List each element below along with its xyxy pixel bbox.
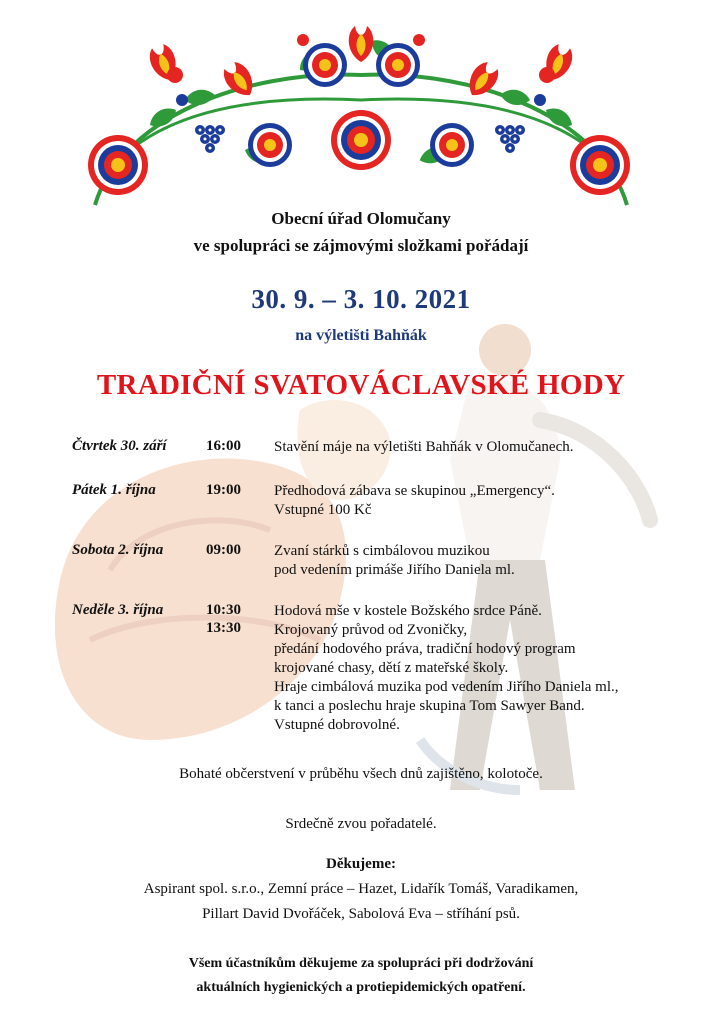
schedule-time: 16:00 bbox=[206, 438, 241, 454]
schedule-line: pod vedením primáše Jiřího Daniela ml. bbox=[274, 562, 515, 578]
thanks-title: Děkujeme: bbox=[326, 856, 396, 872]
organizer-line-1: Obecní úřad Olomučany bbox=[271, 209, 451, 228]
schedule-day: Pátek 1. října bbox=[72, 482, 156, 498]
schedule-time bbox=[206, 602, 241, 638]
schedule-day: Čtvrtek 30. září bbox=[72, 438, 167, 454]
schedule-description bbox=[274, 602, 618, 735]
schedule-line: Hraje cimbálová muzika pod vedením Jiřího Daniela ml., bbox=[274, 679, 619, 695]
schedule-line: k tanci a poslechu hraje skupina Tom Sawyer Band. bbox=[274, 698, 585, 714]
closing-line-1: Všem účastníkům děkujeme za spolupráci při dodržování bbox=[188, 956, 534, 971]
organizer-line-2: ve spolupráci se zájmovými složkami pořádají bbox=[193, 236, 529, 255]
schedule-line: předání hodového práva, tradiční hodový program bbox=[274, 641, 576, 657]
event-venue: na výletišti Bahňák bbox=[295, 327, 427, 344]
schedule-time: 19:00 bbox=[206, 482, 241, 498]
schedule-line: Krojovaný průvod od Zvoničky, bbox=[274, 622, 468, 638]
schedule-time-1: 10:30 bbox=[206, 602, 241, 618]
thanks-line-1: Aspirant spol. s.r.o., Zemní práce – Hazet, Lidařík Tomáš, Varadikamen, bbox=[143, 881, 579, 897]
schedule-day: Sobota 2. října bbox=[72, 542, 164, 558]
refreshments-note: Bohaté občerstvení v průběhu všech dnů zajištěno, kolotoče. bbox=[179, 766, 543, 782]
schedule-line: Vstupné 100 Kč bbox=[274, 502, 372, 518]
schedule-line: Předhodová zábava se skupinou „Emergency“. bbox=[274, 483, 555, 499]
schedule-description bbox=[274, 482, 555, 520]
schedule-line: Stavění máje na výletišti Bahňák v Olomučanech. bbox=[274, 439, 574, 455]
event-dates: 30. 9. – 3. 10. 2021 bbox=[251, 284, 471, 314]
schedule-line: krojované chasy, dětí z mateřské školy. bbox=[274, 660, 509, 676]
thanks-line-2: Pillart David Dvořáček, Sabolová Eva – stříhání psů. bbox=[202, 906, 520, 922]
schedule-time: 09:00 bbox=[206, 542, 241, 558]
closing-line-2: aktuálních hygienických a protiepidemických opatření. bbox=[196, 980, 526, 995]
schedule-time-2: 13:30 bbox=[206, 620, 241, 636]
schedule-line: Zvaní stárků s cimbálovou muzikou bbox=[274, 543, 490, 559]
invitation-note: Srdečně zvou pořadatelé. bbox=[285, 816, 437, 832]
schedule-description bbox=[274, 542, 515, 580]
schedule-day: Neděle 3. října bbox=[72, 602, 164, 618]
schedule-line: Vstupné dobrovolné. bbox=[274, 717, 400, 733]
event-title: TRADIČNÍ SVATOVÁCLAVSKÉ HODY bbox=[96, 369, 626, 401]
schedule-line: Hodová mše v kostele Božského srdce Páně. bbox=[274, 603, 542, 619]
schedule-description bbox=[274, 438, 574, 457]
